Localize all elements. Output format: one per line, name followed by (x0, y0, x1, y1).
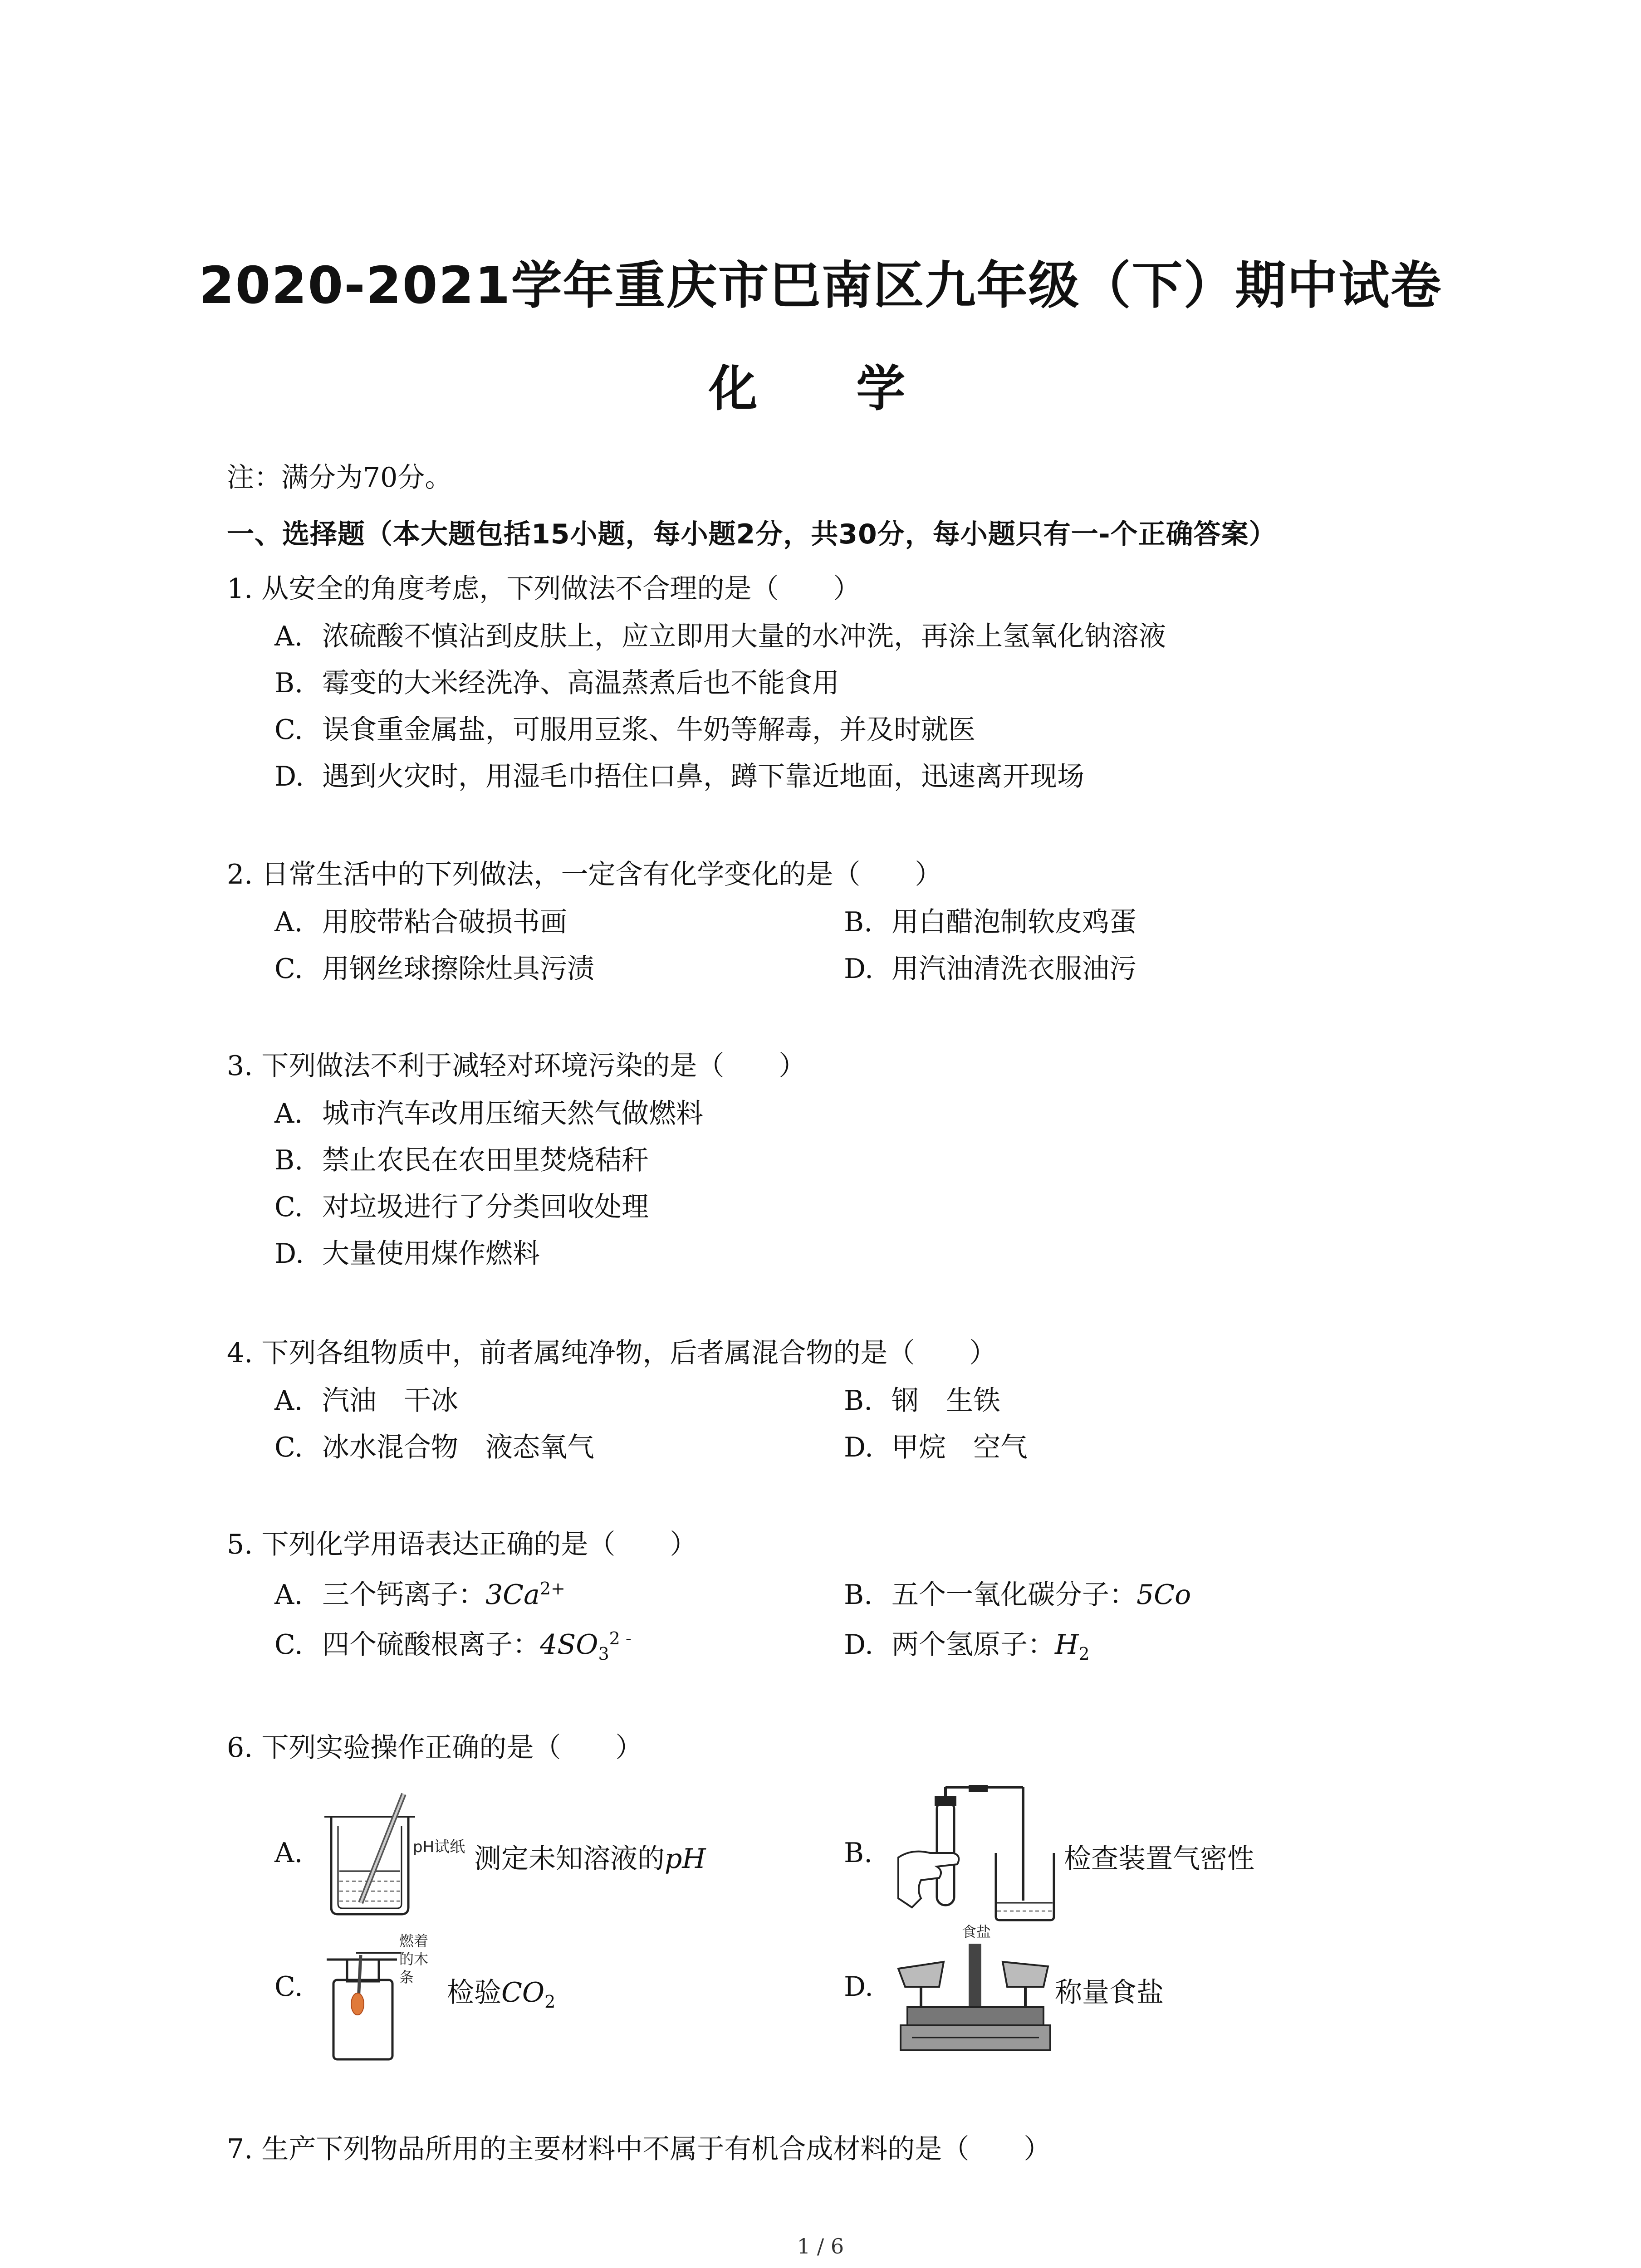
question-3-option-d (274, 1232, 540, 1271)
option-text: 大量使用煤作燃料 (322, 1238, 540, 1270)
formula: CO (501, 1977, 545, 2009)
option-text: 浓硫酸不慎沾到皮肤上，应立即用大量的水冲洗，再涂上氢氧化钠溶液 (322, 621, 1166, 652)
option-label: A. (274, 621, 303, 652)
question-5-option-c (274, 1623, 632, 1664)
option-text: 用白醋泡制软皮鸡蛋 (892, 906, 1136, 938)
option-label: C. (274, 1629, 303, 1661)
ph-paper-label: pH试纸 (413, 1838, 465, 1856)
splint-label-line-1: 燃着 (399, 1932, 429, 1950)
option-label: A. (274, 1579, 303, 1611)
option-text: 钢 生铁 (892, 1385, 1000, 1417)
option-text: 冰水混合物 液态氧气 (322, 1432, 594, 1463)
option-text: 四个硫酸根离子： (322, 1629, 540, 1661)
option-label: A. (274, 906, 303, 938)
formula-subscript: 2 (1078, 1644, 1090, 1664)
question-6-option-a-text (474, 1837, 706, 1876)
option-text: 用胶带粘合破损书画 (322, 906, 567, 938)
option-label: C. (274, 1191, 303, 1223)
option-text: 两个氢原子： (892, 1629, 1055, 1661)
question-3-option-a (274, 1092, 703, 1131)
question-6-option-d-label: D. (844, 1971, 874, 2003)
question-6-option-b-text: 检查装置气密性 (1064, 1843, 1254, 1875)
question-2-stem: 2. 日常生活中的下列做法，一定含有化学变化的是（ ） (227, 859, 942, 890)
question-1-option-a (274, 615, 1166, 654)
question-2-option-a (274, 900, 567, 939)
formula-subscript: 3 (598, 1644, 609, 1664)
splint-label-line-3: 条 (399, 1969, 414, 1986)
burning-splint-bottle-figure (322, 1928, 454, 2064)
question-4-stem: 4. 下列各组物质中，前者属纯净物，后者属混合物的是（ ） (227, 1337, 997, 1369)
option-label: D. (844, 1432, 874, 1463)
option-text: 用钢丝球擦除灶具污渍 (322, 953, 594, 985)
question-3-stem: 3. 下列做法不利于减轻对环境污染的是（ ） (227, 1050, 806, 1082)
question-4-option-d (844, 1426, 1028, 1465)
question-3-option-b (274, 1139, 649, 1178)
formula-subscript: 2 (544, 1992, 556, 2012)
option-text: 用汽油清洗衣服油污 (892, 953, 1136, 985)
splint-label-line-2: 的木 (399, 1950, 429, 1968)
salt-label: 食盐 (962, 1923, 991, 1941)
question-7-stem: 7. 生产下列物品所用的主要材料中不属于有机合成材料的是（ ） (227, 2133, 1051, 2165)
formula-superscript: 2 - (609, 1628, 632, 1648)
question-1-stem: 1. 从安全的角度考虑，下列做法不合理的是（ ） (227, 573, 861, 605)
option-text: 城市汽车改用压缩天然气做燃料 (322, 1098, 703, 1129)
option-text: 霉变的大米经洗净、高温蒸煮后也不能食用 (322, 667, 839, 699)
question-6-option-b-label: B. (844, 1837, 873, 1869)
option-label: D. (274, 1238, 304, 1270)
option-label: C. (274, 953, 303, 985)
question-4-option-b (844, 1379, 1000, 1418)
option-label: C. (274, 714, 303, 746)
question-2-option-c (274, 947, 594, 986)
score-note: 注：满分为70分。 (227, 462, 452, 494)
question-1-option-c (274, 708, 975, 747)
question-2-option-b (844, 900, 1136, 939)
option-label: D. (844, 953, 874, 985)
formula: 5Co (1136, 1579, 1191, 1611)
formula: pH (665, 1843, 706, 1875)
exam-title: 2020-2021学年重庆市巴南区九年级（下）期中试卷 (199, 256, 1442, 315)
formula: 3Ca (485, 1579, 540, 1611)
option-text: 禁止农民在农田里焚烧秸秆 (322, 1144, 649, 1176)
question-6-option-c-text (447, 1971, 555, 2012)
question-3-option-c (274, 1185, 649, 1224)
option-label: B. (844, 906, 873, 938)
question-2-option-d (844, 947, 1136, 986)
question-5-option-b (844, 1573, 1191, 1612)
option-label: B. (274, 1144, 304, 1176)
option-text: 汽油 干冰 (322, 1385, 458, 1417)
option-text: 对垃圾进行了分类回收处理 (322, 1191, 649, 1223)
option-text: 检验 (447, 1977, 501, 2009)
formula: H (1055, 1629, 1079, 1661)
question-5-stem: 5. 下列化学用语表达正确的是（ ） (227, 1529, 697, 1560)
option-label: A. (274, 1385, 303, 1417)
option-label: B. (844, 1385, 873, 1417)
option-label: D. (274, 761, 304, 792)
question-5-option-d (844, 1623, 1090, 1664)
option-text: 误食重金属盐，可服用豆浆、牛奶等解毒，并及时就医 (322, 714, 975, 746)
section-heading: 一、选择题（本大题包括15小题，每小题2分，共30分，每小题只有一-个正确答案） (227, 518, 1277, 550)
question-1-option-d (274, 755, 1084, 794)
option-text: 测定未知溶液的 (474, 1843, 665, 1875)
option-text: 遇到火灾时，用湿毛巾捂住口鼻，蹲下靠近地面，迅速离开现场 (322, 761, 1084, 792)
question-5-option-a (274, 1573, 565, 1612)
option-text: 三个钙离子： (322, 1579, 485, 1611)
question-4-option-c (274, 1426, 594, 1465)
question-6-option-d-text: 称量食盐 (1055, 1977, 1164, 2009)
balance-scale-figure (894, 1919, 1062, 2055)
subject-heading: 化 学 (708, 361, 933, 417)
option-label: A. (274, 1098, 303, 1129)
beaker-ph-paper-figure (318, 1785, 472, 1926)
option-label: B. (274, 667, 304, 699)
question-6-option-c-label: C. (274, 1971, 303, 2003)
formula-superscript: 2+ (539, 1579, 565, 1598)
option-text: 甲烷 空气 (892, 1432, 1028, 1463)
option-text: 五个一氧化碳分子： (892, 1579, 1136, 1611)
option-label: B. (844, 1579, 873, 1611)
question-6-stem: 6. 下列实验操作正确的是（ ） (227, 1732, 643, 1764)
option-label: D. (844, 1629, 874, 1661)
page-number: 1 / 6 (797, 2234, 844, 2258)
airtightness-apparatus-figure (894, 1785, 1066, 1926)
question-6-option-a-label: A. (274, 1837, 303, 1869)
option-label: C. (274, 1432, 303, 1463)
question-1-option-b (274, 661, 839, 700)
question-4-option-a (274, 1379, 458, 1418)
formula: 4SO (540, 1629, 598, 1661)
